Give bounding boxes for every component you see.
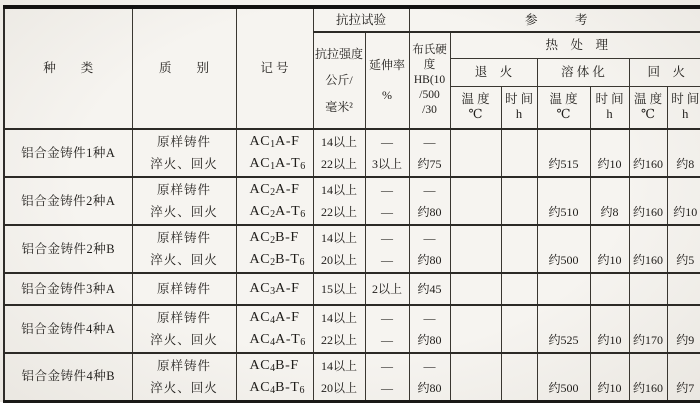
cell-solution-temp: 约525 xyxy=(537,305,590,353)
elongation-line-1: 延伸率 xyxy=(369,58,406,73)
cell-solution-time: 约10 xyxy=(590,305,629,353)
heat-treatment-label: 热 处 理 xyxy=(545,37,609,52)
strength-line-3: 毫米² xyxy=(325,99,353,114)
header-quality-label: 质 别 xyxy=(158,61,209,75)
header-kind xyxy=(4,7,132,129)
hardness-line-1: 布氏硬 xyxy=(412,44,447,56)
strength-line-1: 抗拉强度 xyxy=(314,46,363,61)
cell-kind: 铝合金铸件2种A xyxy=(4,177,132,225)
cell-quality: 原样铸件 淬火、回火 xyxy=(132,177,236,225)
cell-hardness: — 约80 xyxy=(409,177,450,225)
cell-temper-time: 约10 xyxy=(667,177,700,225)
hour-unit: h xyxy=(606,107,613,122)
header-reference xyxy=(409,7,700,32)
celsius-unit: ℃ xyxy=(641,107,655,122)
cell-mark: $AC_1A-F$ $AC_1A-T_6$ xyxy=(236,129,313,177)
cell-kind: 铝合金铸件4种A xyxy=(4,305,132,353)
header-kind-label: 种 类 xyxy=(43,61,94,75)
header-tensile-test-label: 抗拉试验 xyxy=(336,12,387,27)
cell-anneal-temp xyxy=(450,273,501,305)
cell-strength: 14以上 20以上 xyxy=(313,353,365,401)
cell-elongation: 2以上 xyxy=(365,273,409,305)
cell-temper-temp: 约160 xyxy=(629,225,667,273)
time-label: 时 间 xyxy=(504,92,534,107)
cell-strength: 14以上 22以上 xyxy=(313,129,365,177)
cell-elongation: — — xyxy=(365,225,409,273)
header-reference-label: 参 考 xyxy=(525,12,588,27)
cell-anneal-temp xyxy=(450,353,501,401)
cell-anneal-time xyxy=(501,225,537,273)
cell-temper-temp: 约160 xyxy=(629,177,667,225)
cell-temper-temp: 约170 xyxy=(629,305,667,353)
cell-temper-time xyxy=(667,273,700,305)
cell-solution-time: 约8 xyxy=(590,177,629,225)
temp-label: 温 度 xyxy=(461,92,490,107)
temp-label: 温 度 xyxy=(549,92,578,107)
cell-quality: 原样铸件 淬火、回火 xyxy=(132,129,236,177)
cell-quality: 原样铸件 xyxy=(132,273,236,305)
cell-mark: $AC_4B-F$ $AC_4B-T_6$ xyxy=(236,353,313,401)
table-row-3 xyxy=(4,225,700,273)
elongation-line-2: % xyxy=(382,88,392,103)
cell-kind: 铝合金铸件4种B xyxy=(4,353,132,401)
elongation-lines xyxy=(366,43,409,119)
cell-mark: $AC_3A-F$ xyxy=(236,273,313,305)
cell-hardness: — 约75 xyxy=(409,129,450,177)
header-brinell-hardness xyxy=(409,32,450,129)
header-solution-temp xyxy=(537,86,590,129)
cell-quality: 原样铸件 淬火、回火 xyxy=(132,353,236,401)
cell-mark: $AC_4A-F$ $AC_4A-T_6$ xyxy=(236,305,313,353)
cell-strength: 15以上 xyxy=(313,273,365,305)
header-quality xyxy=(132,7,236,129)
header-mark xyxy=(236,7,313,129)
header-tensile-strength xyxy=(313,32,365,129)
header-solution xyxy=(537,58,629,86)
cell-solution-time: 约10 xyxy=(590,129,629,177)
cell-anneal-time xyxy=(501,177,537,225)
table-row-6 xyxy=(4,353,700,401)
cell-elongation: — — xyxy=(365,305,409,353)
cell-anneal-temp xyxy=(450,129,501,177)
cell-strength: 14以上 20以上 xyxy=(313,225,365,273)
cell-solution-time: 约10 xyxy=(590,225,629,273)
hour-unit: h xyxy=(515,107,523,122)
cell-anneal-time xyxy=(501,353,537,401)
tensile-strength-lines xyxy=(314,35,365,127)
cell-temper-temp xyxy=(629,273,667,305)
table-row-1 xyxy=(4,129,700,177)
cell-elongation: — 3以上 xyxy=(365,129,409,177)
cell-temper-time: 约7 xyxy=(667,353,700,401)
cell-solution-time xyxy=(590,273,629,305)
cell-kind: 铝合金铸件3种A xyxy=(4,273,132,305)
hardness-line-2: 度 xyxy=(423,59,436,71)
hour-unit: h xyxy=(682,107,689,122)
cell-anneal-time xyxy=(501,129,537,177)
cell-hardness: — 约80 xyxy=(409,353,450,401)
table-header xyxy=(4,7,700,129)
cell-kind: 铝合金铸件2种B xyxy=(4,225,132,273)
table-row-5 xyxy=(4,305,700,353)
time-label: 时 间 xyxy=(595,92,624,107)
cell-strength: 14以上 22以上 xyxy=(313,177,365,225)
celsius-unit: ℃ xyxy=(556,107,571,122)
cell-temper-temp: 约160 xyxy=(629,129,667,177)
hardness-line-4: /500 xyxy=(419,89,440,101)
cell-hardness: — 约80 xyxy=(409,225,450,273)
cell-kind: 铝合金铸件1种A xyxy=(4,129,132,177)
cell-solution-temp: 约510 xyxy=(537,177,590,225)
header-anneal xyxy=(450,58,537,86)
header-temper-temp xyxy=(629,86,667,129)
header-anneal-temp xyxy=(450,86,501,129)
strength-line-2: 公斤/ xyxy=(325,73,353,88)
solution-label: 溶 体 化 xyxy=(561,64,605,79)
cell-mark: $AC_2A-F$ $AC_2A-T_6$ xyxy=(236,177,313,225)
cell-elongation: — — xyxy=(365,177,409,225)
cell-temper-time: 约9 xyxy=(667,305,700,353)
header-anneal-time xyxy=(501,86,537,129)
celsius-unit: ℃ xyxy=(468,107,483,122)
table-row-2 xyxy=(4,177,700,225)
cell-anneal-temp xyxy=(450,225,501,273)
cell-anneal-time xyxy=(501,305,537,353)
alloy-casting-table xyxy=(3,5,700,403)
cell-anneal-time xyxy=(501,273,537,305)
table-body xyxy=(4,129,700,401)
cell-mark: $AC_2B-F$ $AC_2B-T_6$ xyxy=(236,225,313,273)
cell-solution-temp: 约500 xyxy=(537,353,590,401)
header-tensile-test xyxy=(313,7,409,32)
header-mark-label: 记 号 xyxy=(260,61,289,75)
cell-solution-temp: 约515 xyxy=(537,129,590,177)
cell-hardness: — 约80 xyxy=(409,305,450,353)
cell-quality: 原样铸件 淬火、回火 xyxy=(132,305,236,353)
cell-quality: 原样铸件 淬火、回火 xyxy=(132,225,236,273)
cell-solution-temp: 约500 xyxy=(537,225,590,273)
time-label: 时 间 xyxy=(671,92,700,107)
hardness-line-5: /30 xyxy=(422,104,437,116)
cell-elongation: — — xyxy=(365,353,409,401)
cell-temper-temp: 约160 xyxy=(629,353,667,401)
cell-temper-time: 约5 xyxy=(667,225,700,273)
table-row-4 xyxy=(4,273,700,305)
temper-label: 回 火 xyxy=(647,64,686,79)
cell-anneal-temp xyxy=(450,177,501,225)
header-row-top xyxy=(4,7,700,32)
hardness-line-3: HB(10 xyxy=(413,74,446,86)
cell-temper-time: 约8 xyxy=(667,129,700,177)
cell-hardness: 约45 xyxy=(409,273,450,305)
header-heat-treatment xyxy=(450,32,700,58)
header-temper-time xyxy=(667,86,700,129)
cell-solution-time: 约10 xyxy=(590,353,629,401)
cell-anneal-temp xyxy=(450,305,501,353)
header-temper xyxy=(629,58,700,86)
cell-solution-temp xyxy=(537,273,590,305)
anneal-label: 退 火 xyxy=(474,64,513,79)
header-elongation xyxy=(365,32,409,129)
temp-label: 温 度 xyxy=(633,92,663,107)
cell-strength: 14以上 22以上 xyxy=(313,305,365,353)
header-solution-time xyxy=(590,86,629,129)
